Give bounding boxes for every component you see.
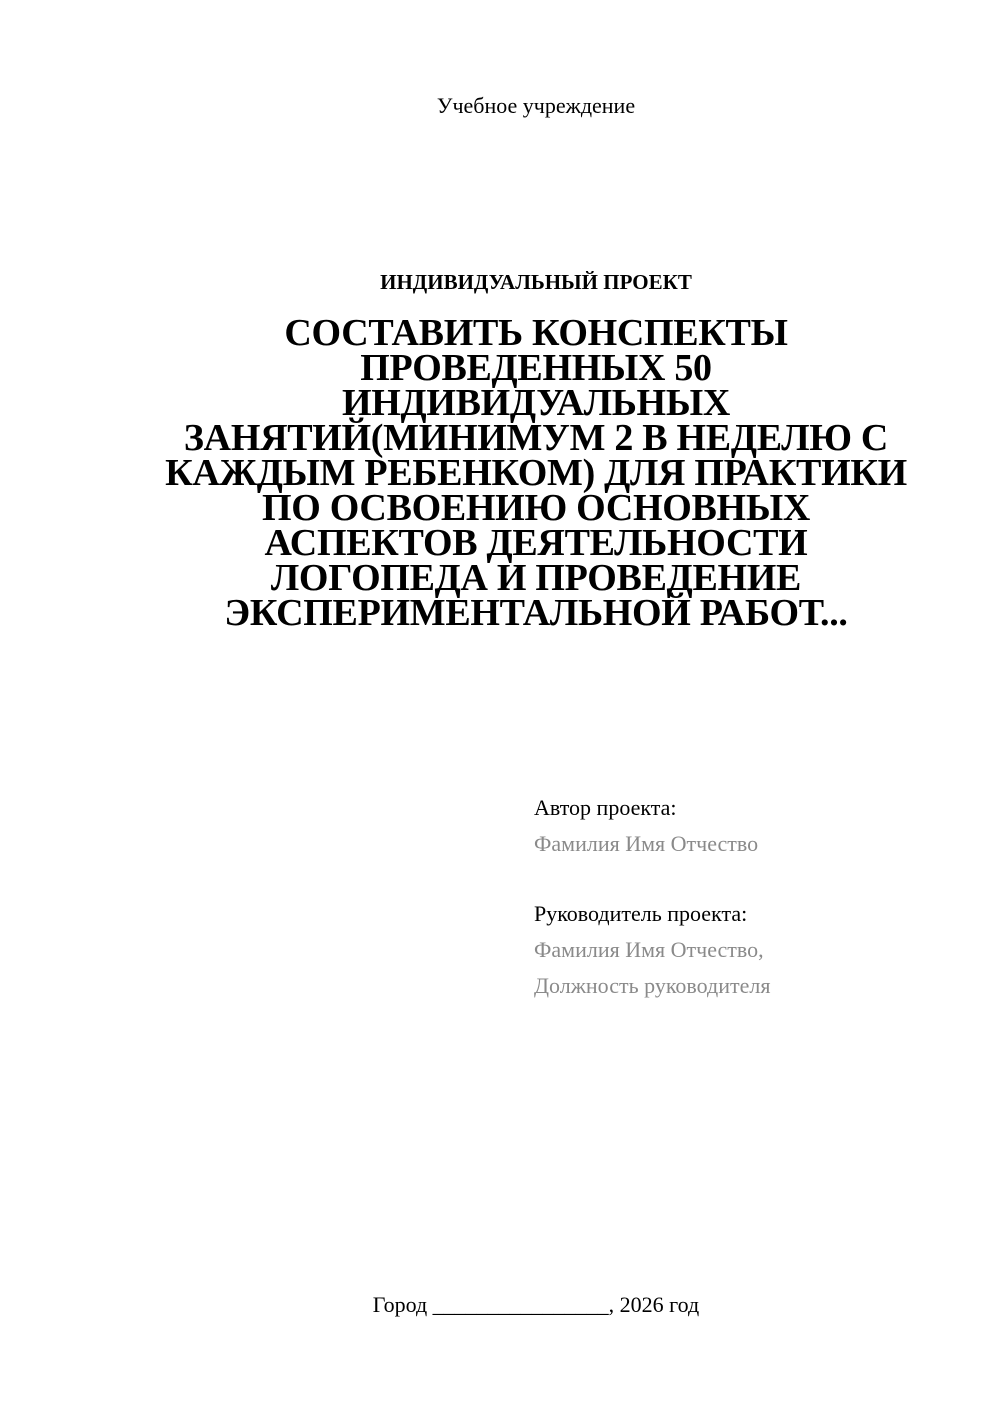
project-title-line: СОСТАВИТЬ КОНСПЕКТЫ bbox=[284, 312, 788, 354]
project-title-line: ЛОГОПЕДА И ПРОВЕДЕНИЕ bbox=[270, 557, 802, 599]
project-title-line: ПРОВЕДЕННЫХ 50 bbox=[360, 347, 712, 389]
supervisor-name-placeholder[interactable]: Фамилия Имя Отчество, bbox=[534, 937, 764, 962]
project-title bbox=[140, 312, 932, 634]
project-people-block bbox=[534, 790, 954, 1004]
spacer bbox=[534, 862, 954, 896]
supervisor-label: Руководитель проекта: bbox=[534, 901, 748, 926]
author-name-placeholder[interactable]: Фамилия Имя Отчество bbox=[534, 831, 759, 856]
supervisor-position-placeholder[interactable]: Должность руководителя bbox=[534, 973, 771, 998]
project-title-line: ИНДИВИДУАЛЬНЫХ bbox=[342, 382, 730, 424]
author-label: Автор проекта: bbox=[534, 795, 677, 820]
institution-name: Учебное учреждение bbox=[436, 93, 636, 118]
city-year-line: Город ________________, 2026 год bbox=[372, 1292, 700, 1317]
project-title-line: КАЖДЫМ РЕБЕНКОМ) ДЛЯ ПРАКТИКИ bbox=[165, 452, 907, 494]
project-type-label: ИНДИВИДУАЛЬНЫЙ ПРОЕКТ bbox=[380, 270, 692, 294]
project-title-line: ПО ОСВОЕНИЮ ОСНОВНЫХ bbox=[262, 487, 810, 529]
project-title-line: ЗАНЯТИЙ(МИНИМУМ 2 В НЕДЕЛЮ С bbox=[183, 417, 889, 459]
project-title-line: ЭКСПЕРИМЕНТАЛЬНОЙ РАБОТ... bbox=[224, 592, 848, 634]
project-title-line: АСПЕКТОВ ДЕЯТЕЛЬНОСТИ bbox=[264, 522, 808, 564]
